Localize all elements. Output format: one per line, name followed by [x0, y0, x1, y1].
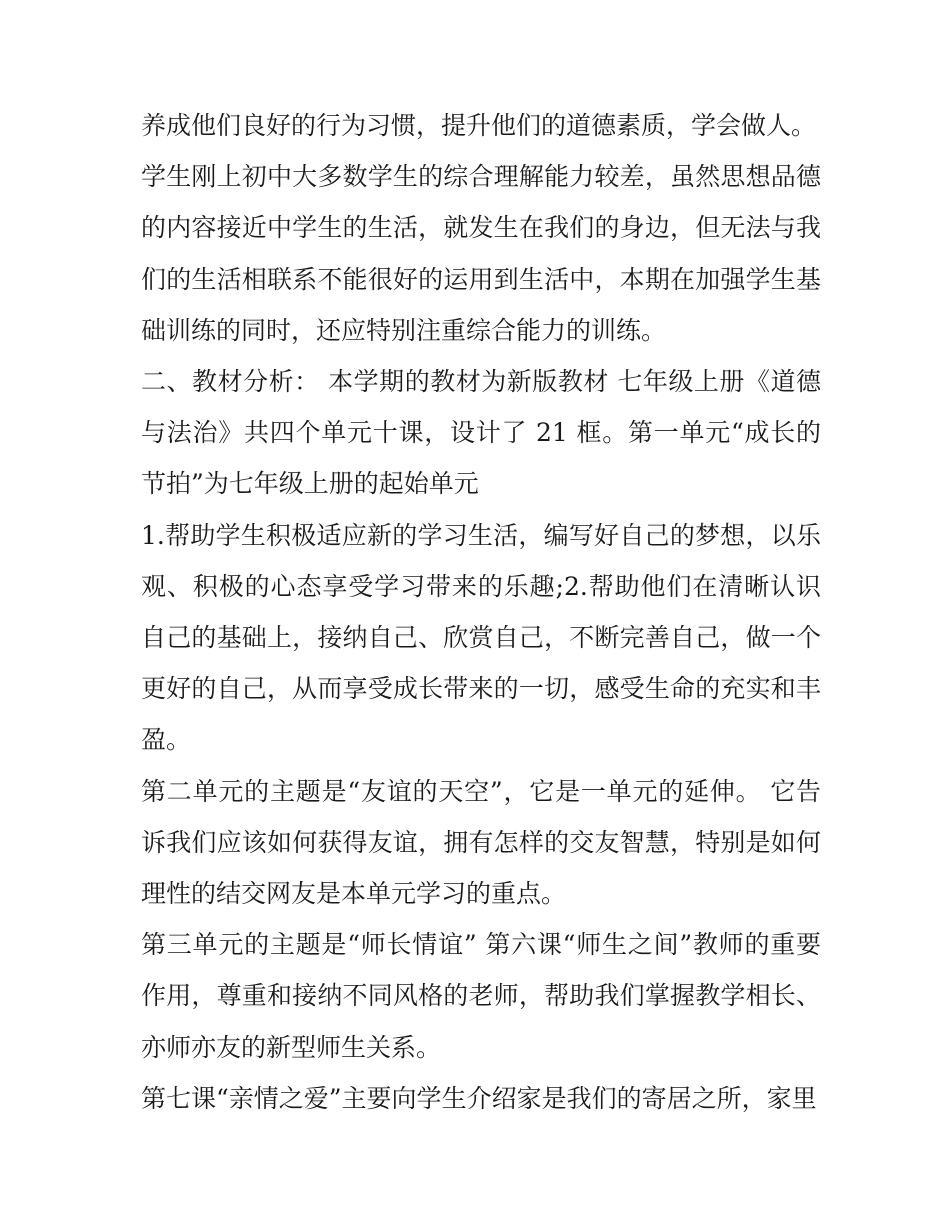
- paragraph-unit-one-goals: 1.帮助学生积极适应新的学习生活，编写好自己的梦想，以乐观、积极的心态享受学习带来的乐趣;2.帮助他们在清晰认识自己的基础上，接纳自己、欣赏自己，不断完善自己，做一个更好的自己，从而享受成长带来的一切，感受生命的充实和丰盈。: [141, 520, 821, 755]
- paragraph-unit-three: 第三单元的主题是“师长情谊” 第六课“师生之间”教师的重要作用，尊重和接纳不同风格的老师，帮助我们掌握教学相长、亦师亦友的新型师生关系。: [141, 930, 821, 1062]
- paragraph-moral-habits: 养成他们良好的行为习惯，提升他们的道德素质，学会做人。: [141, 111, 817, 140]
- paragraph-student-analysis: 学生刚上初中大多数学生的综合理解能力较差，虽然思想品德的内容接近中学生的生活，就发生在我们的身边，但无法与我们的生活相联系不能很好的运用到生活中，本期在加强学生基础训练的同时，还应特别注重综合能力的训练。: [141, 162, 821, 345]
- paragraph-textbook-analysis: 二、教材分析： 本学期的教材为新版教材 七年级上册《道德与法治》共四个单元十课，设计了 21 框。第一单元“成长的节拍”为七年级上册的起始单元: [141, 367, 821, 499]
- paragraph-lesson-seven: 第七课“亲情之爱”主要向学生介绍家是我们的寄居之所，家里: [141, 1083, 817, 1113]
- document-body: [141, 100, 821, 1124]
- paragraph-unit-two: 第二单元的主题是“友谊的天空”，它是一单元的延伸。 它告诉我们应该如何获得友谊，拥有怎样的交友智慧，特别是如何理性的结交网友是本单元学习的重点。: [141, 776, 821, 909]
